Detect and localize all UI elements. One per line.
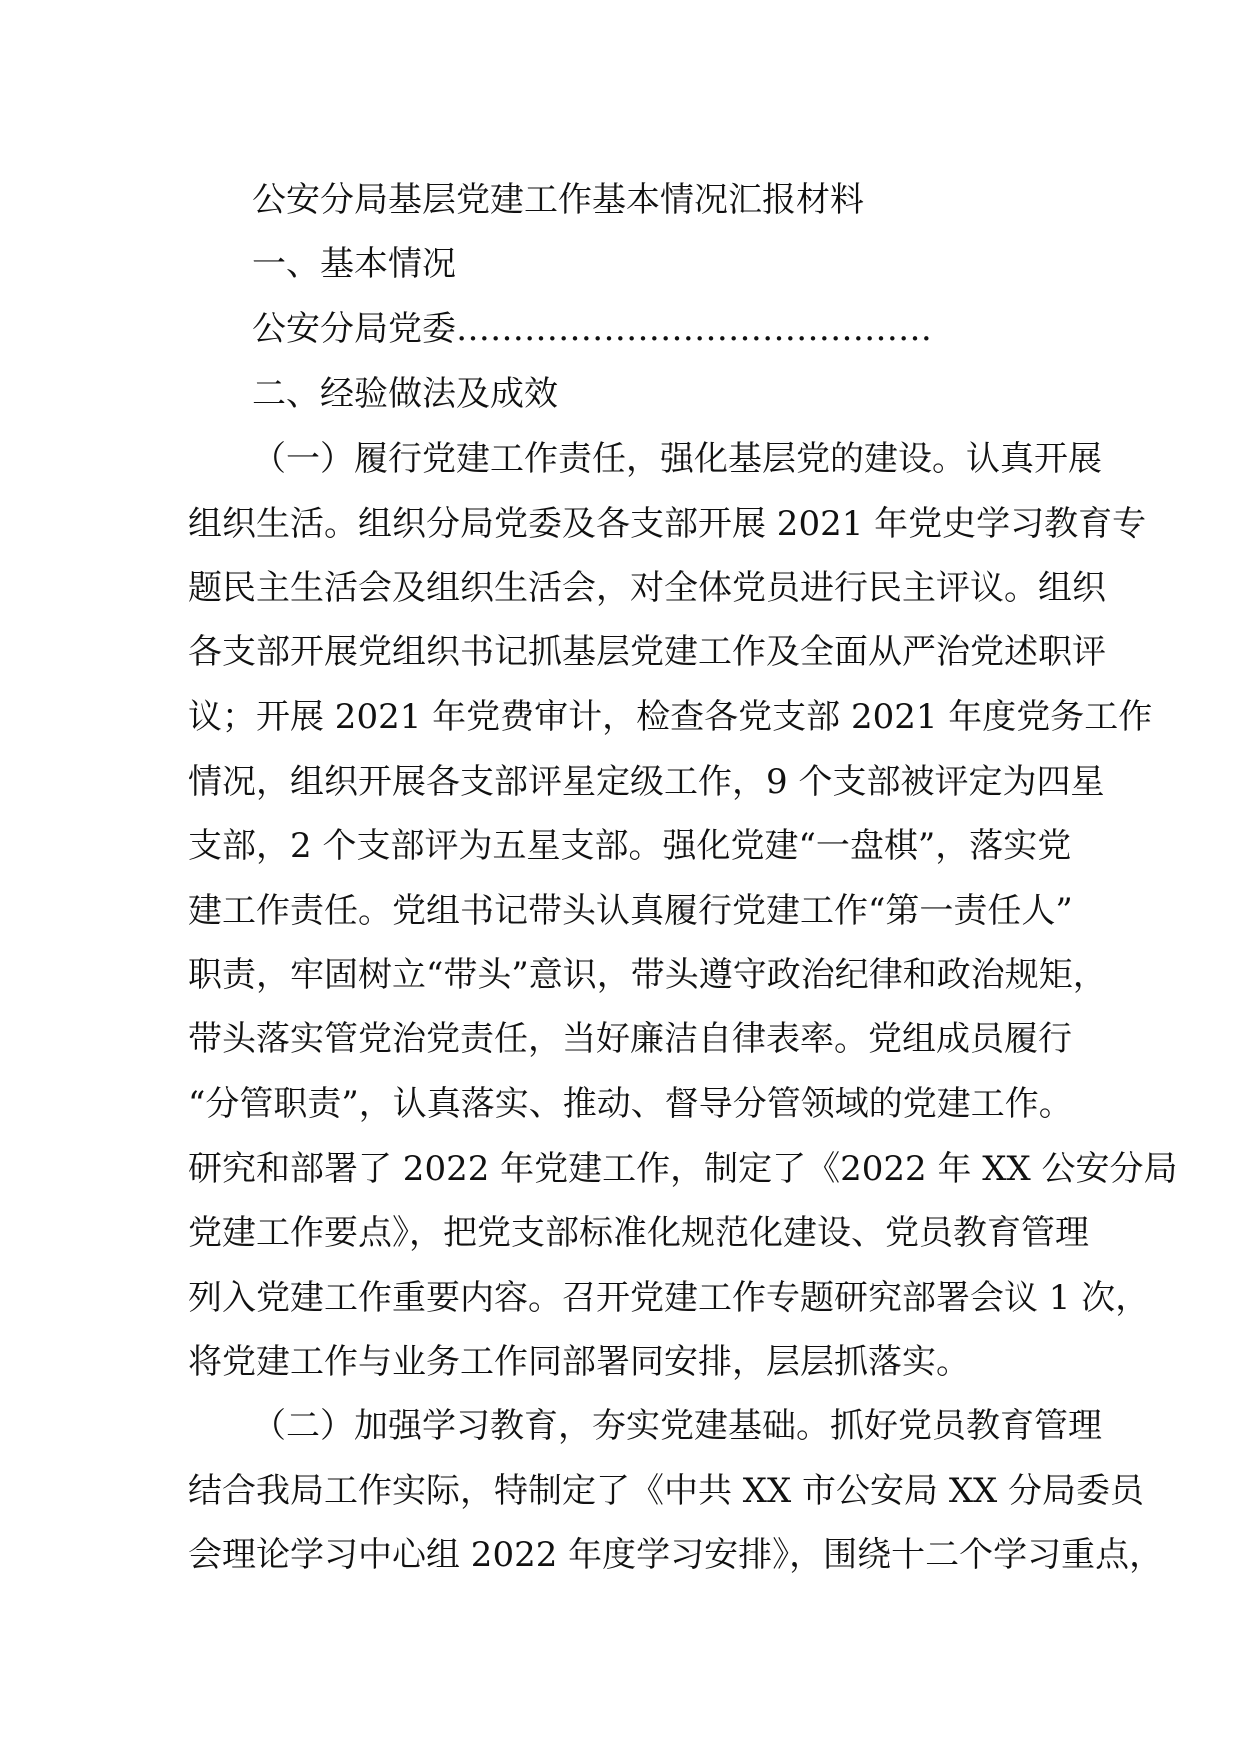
section1-line: 研究和部署了 2022 年党建工作，制定了《2022 年 XX 公安分局: [188, 1149, 1178, 1189]
section1-line: 将党建工作与业务工作同部署同安排，层层抓落实。: [188, 1342, 970, 1382]
section1-line: 列入党建工作重要内容。召开党建工作专题研究部署会议 1 次，: [188, 1278, 1150, 1318]
document-title: 公安分局基层党建工作基本情况汇报材料: [252, 180, 864, 220]
section1-line: 议；开展 2021 年党费审计，检查各党支部 2021 年度党务工作: [188, 697, 1153, 737]
section1-line: 组织生活。组织分局党委及各支部开展 2021 年党史学习教育专: [188, 504, 1147, 544]
section2-line: （二）加强学习教育，夯实党建基础。抓好党员教育管理: [252, 1406, 1102, 1446]
section1-line: “分管职责”，认真落实、推动、督导分管领域的党建工作。: [188, 1084, 1073, 1124]
heading-basic-situation: 一、基本情况: [252, 244, 456, 284]
section1-line: 职责，牢固树立“带头”意识，带头遵守政治纪律和政治规矩，: [188, 955, 1107, 995]
paragraph-party-committee: 公安分局党委……………………………………: [252, 309, 932, 349]
section1-line: 支部，2 个支部评为五星支部。强化党建“一盘棋”，落实党: [188, 826, 1072, 866]
section2-line: 结合我局工作实际，特制定了《中共 XX 市公安局 XX 分局委员: [188, 1471, 1145, 1511]
section1-line: （一）履行党建工作责任，强化基层党的建设。认真开展: [252, 439, 1102, 479]
section1-line: 题民主生活会及组织生活会，对全体党员进行民主评议。组织: [188, 568, 1106, 608]
section2-line: 会理论学习中心组 2022 年度学习安排》，围绕十二个学习重点，: [188, 1535, 1164, 1575]
section1-line: 带头落实管党治党责任，当好廉洁自律表率。党组成员履行: [188, 1019, 1072, 1059]
section1-line: 建工作责任。党组书记带头认真履行党建工作“第一责任人”: [188, 891, 1073, 931]
section1-line: 各支部开展党组织书记抓基层党建工作及全面从严治党述职评: [188, 632, 1106, 672]
heading-experience: 二、经验做法及成效: [252, 374, 558, 414]
section1-line: 党建工作要点》，把党支部标准化规范化建设、党员教育管理: [188, 1213, 1089, 1253]
section1-line: 情况，组织开展各支部评星定级工作，9 个支部被评定为四星: [188, 762, 1105, 802]
